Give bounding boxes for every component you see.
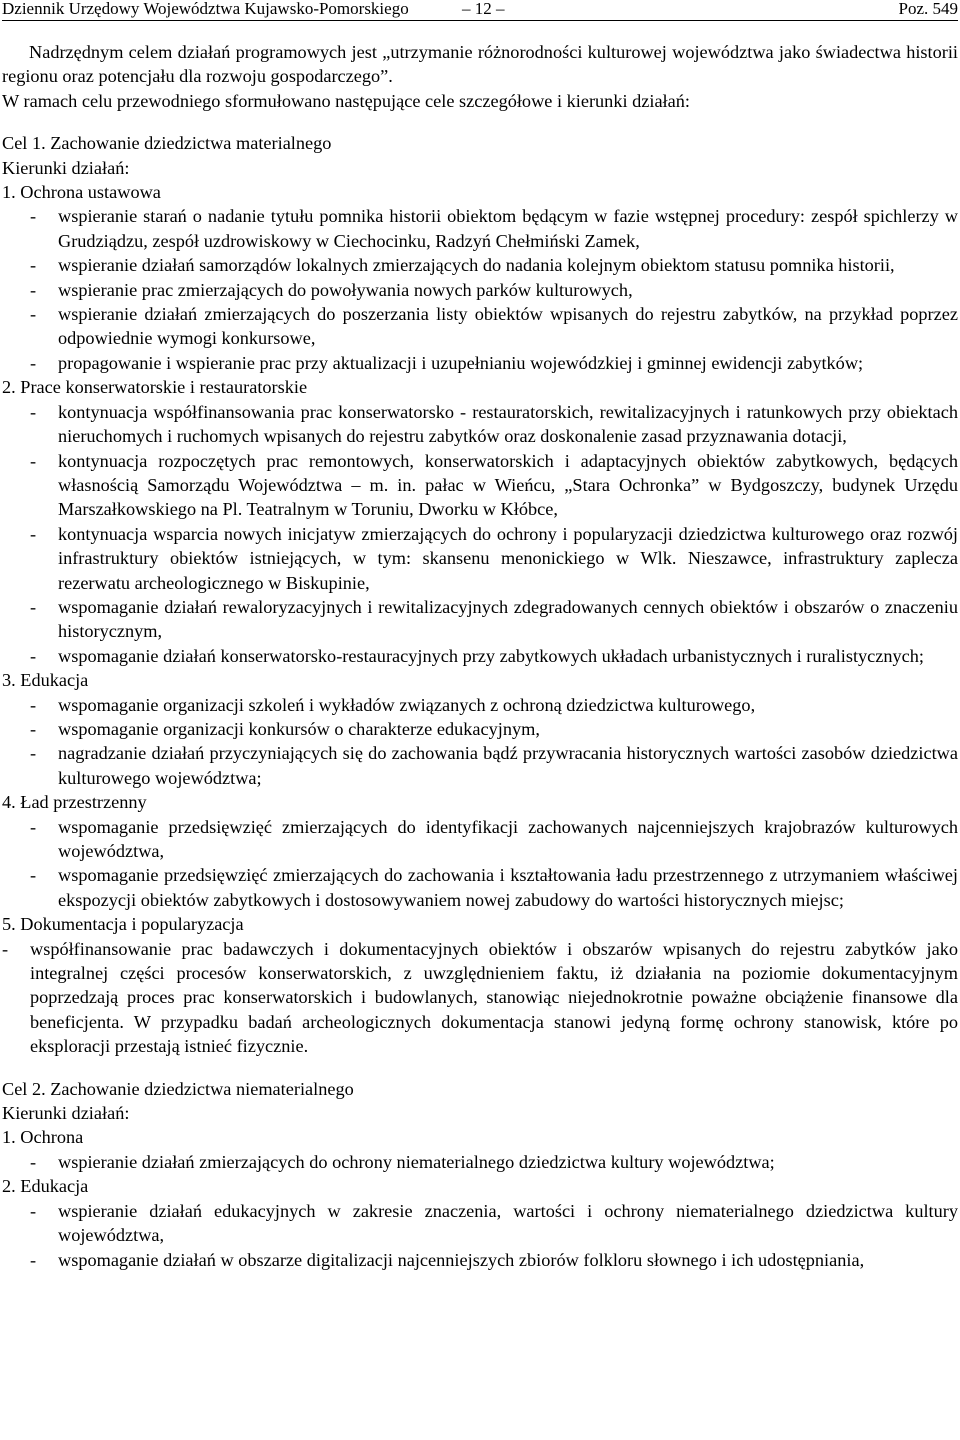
list-item: - wspomaganie działań konserwatorsko-restauracyjnych przy zabytkowych układach urbanistycznych i ruralistycznych;	[2, 644, 958, 668]
list-item: - wspieranie prac zmierzających do powoływania nowych parków kulturowych,	[2, 278, 958, 302]
intro-paragraph: Nadrzędnym celem działań programowych jest „utrzymanie różnorodności kulturowej województwa jako świadectwa historii regionu oraz potencjału dla rozwoju gospodarczego”.	[2, 42, 958, 87]
position-number: Poz. 549	[898, 0, 958, 18]
section-heading: 4. Ład przestrzenny	[2, 792, 147, 813]
list-item: - wspomaganie działań w obszarze digitalizacji najcenniejszych zbiorów folkloru słownego i ich udostępniania,	[2, 1248, 958, 1272]
list-item: - współfinansowanie prac badawczych i dokumentacyjnych obiektów i obszarów wpisanych do rejestru zabytków jako integralnej części procesów konserwatorskich, z uwzględnieniem faktu, iż działania na poziomie dokumentacyjnym poprzedzają proces prac konserwatorskich i budowlanych, stanowiąc niejednokrotnie poważne obciążenie finansowe dla beneficjenta. W przypadku badań archeologicznych dokumentacja stanowi jedyną formę ochrony stanowisk, które po eksploracji przestają istnieć fizycznie.	[2, 937, 958, 1059]
goal-1-title: Cel 1. Zachowanie dziedzictwa materialnego	[2, 133, 332, 154]
section-heading: 1. Ochrona	[2, 1127, 84, 1148]
section-heading: 5. Dokumentacja i popularyzacja	[2, 914, 244, 935]
document-body	[2, 40, 958, 1272]
journal-title: Dziennik Urzędowy Województwa Kujawsko-Pomorskiego	[2, 0, 409, 18]
list-item: - wspomaganie działań rewaloryzacyjnych i rewitalizacyjnych zdegradowanych cennych obiektów i obszarów o znaczeniu historycznym,	[2, 595, 958, 644]
page-number: – 12 –	[462, 0, 505, 18]
list-item: - kontynuacja wsparcia nowych inicjatyw zmierzających do ochrony i popularyzacji dziedzictwa kulturowego oraz rozwój infrastruktury obiektów istniejących, w tym: skansenu menonickiego w Wlk. Nieszawce, infrastruktury zaplecza rezerwatu archeologicznego w Biskupinie,	[2, 522, 958, 595]
list-item: - propagowanie i wspieranie prac przy aktualizacji i uzupełnianiu wojewódzkiej i gminnej ewidencji zabytków;	[2, 351, 958, 375]
section-heading: 2. Edukacja	[2, 1176, 89, 1197]
section-heading: 1. Ochrona ustawowa	[2, 182, 161, 203]
list-item: - wspieranie działań zmierzających do poszerzania listy obiektów wpisanych do rejestru zabytków, na przykład poprzez odpowiednie wymogi konkursowe,	[2, 302, 958, 351]
intro-paragraph-2: W ramach celu przewodniego sformułowano następujące cele szczegółowe i kierunki działań:	[2, 90, 690, 111]
list-item: - wspieranie starań o nadanie tytułu pomnika historii obiektom będącym w fazie wstępnej procedury: zespół spichlerzy w Grudziądzu, zespół uzdrowiskowy w Ciechocinku, Radzyń Chełmiński Zamek,	[2, 204, 958, 253]
list-item: - wspomaganie organizacji szkoleń i wykładów związanych z ochroną dziedzictwa kulturowego,	[2, 693, 958, 717]
list-item: - wspieranie działań zmierzających do ochrony niematerialnego dziedzictwa kultury województwa;	[2, 1150, 958, 1174]
section-heading: 3. Edukacja	[2, 670, 89, 691]
goal-2-title: Cel 2. Zachowanie dziedzictwa niematerialnego	[2, 1078, 354, 1099]
goal-1-directions-label: Kierunki działań:	[2, 157, 130, 178]
list-item: - wspomaganie przedsięwzięć zmierzających do zachowania i kształtowania ładu przestrzennego z utrzymaniem właściwej ekspozycji obiektów zabytkowych i dostosowywaniem nowej zabudowy do wartości historycznych miejsc;	[2, 863, 958, 912]
list-item: - wspomaganie przedsięwzięć zmierzających do identyfikacji zachowanych najcenniejszych krajobrazów kulturowych województwa,	[2, 815, 958, 864]
section-heading: 2. Prace konserwatorskie i restauratorskie	[2, 377, 308, 398]
list-item: - kontynuacja współfinansowania prac konserwatorsko - restauratorskich, rewitalizacyjnych i ratunkowych przy obiektach nieruchomych i ruchomych wpisanych do rejestru zabytków oraz doskonalenie zasad przyznawania dotacji,	[2, 400, 958, 449]
list-item: - wspomaganie organizacji konkursów o charakterze edukacyjnym,	[2, 717, 958, 741]
list-item: - wspieranie działań edukacyjnych w zakresie znaczenia, wartości i ochrony niematerialnego dziedzictwa kultury województwa,	[2, 1199, 958, 1248]
page-header	[2, 0, 958, 21]
list-item: - kontynuacja rozpoczętych prac remontowych, konserwatorskich i adaptacyjnych obiektów zabytkowych, będących własnością Samorządu Województwa – m. in. pałac w Wieńcu, „Stara Ochronka” w Bydgoszczy, budynek Urzędu Marszałkowskiego na Pl. Teatralnym w Toruniu, Dworku w Kłóbce,	[2, 449, 958, 522]
list-item: - nagradzanie działań przyczyniających się do zachowania bądź przywracania historycznych wartości zasobów dziedzictwa kulturowego województwa;	[2, 741, 958, 790]
goal-2-directions-label: Kierunki działań:	[2, 1103, 130, 1124]
list-item: - wspieranie działań samorządów lokalnych zmierzających do nadania kolejnym obiektom statusu pomnika historii,	[2, 253, 958, 277]
